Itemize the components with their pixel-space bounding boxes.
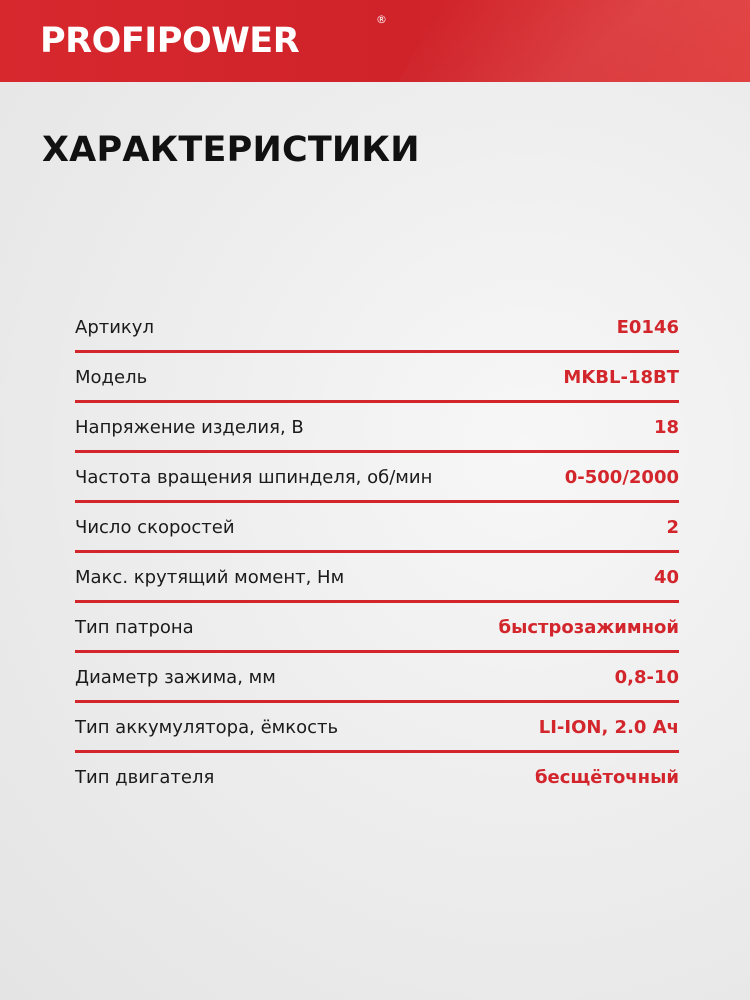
spec-value: 18 <box>653 417 679 438</box>
spec-divider <box>75 350 679 353</box>
spec-divider <box>75 700 679 703</box>
spec-row-torque <box>75 555 679 605</box>
spec-row-spindle-speed <box>75 455 679 505</box>
spec-row-motor-type <box>75 755 679 805</box>
spec-row-speed-count <box>75 505 679 555</box>
spec-row-clamp-diameter <box>75 655 679 705</box>
spec-row-chuck-type <box>75 605 679 655</box>
spec-divider <box>75 650 679 653</box>
spec-label: Модель <box>75 367 148 388</box>
spec-label: Тип патрона <box>75 617 194 638</box>
spec-row-model <box>75 355 679 405</box>
spec-value: быстрозажимной <box>498 617 679 638</box>
spec-label: Артикул <box>75 317 154 338</box>
spec-value: 0-500/2000 <box>564 467 679 488</box>
registered-mark: ® <box>376 13 387 26</box>
spec-label: Число скоростей <box>75 517 235 538</box>
brand-header <box>0 0 750 82</box>
spec-row-battery <box>75 705 679 755</box>
spec-divider <box>75 750 679 753</box>
spec-label: Частота вращения шпинделя, об/мин <box>75 467 433 488</box>
spec-row-article <box>75 305 679 355</box>
spec-value: LI-ION, 2.0 Ач <box>538 717 679 738</box>
spec-label: Тип двигателя <box>75 767 215 788</box>
spec-table <box>75 305 679 805</box>
spec-value: 40 <box>653 567 679 588</box>
header-decoration <box>398 0 750 82</box>
spec-divider <box>75 600 679 603</box>
spec-row-voltage <box>75 405 679 455</box>
spec-divider <box>75 450 679 453</box>
spec-label: Напряжение изделия, В <box>75 417 304 438</box>
spec-value: бесщёточный <box>534 767 679 788</box>
page-title: ХАРАКТЕРИСТИКИ <box>42 130 420 170</box>
spec-value: 2 <box>666 517 679 538</box>
spec-divider <box>75 500 679 503</box>
spec-value: 0,8-10 <box>614 667 679 688</box>
brand-logo: PROFIPOWER <box>40 21 300 61</box>
spec-value: MKBL-18BT <box>563 367 679 388</box>
spec-divider <box>75 400 679 403</box>
spec-label: Макс. крутящий момент, Нм <box>75 567 345 588</box>
spec-divider <box>75 550 679 553</box>
spec-value: E0146 <box>616 317 679 338</box>
spec-label: Тип аккумулятора, ёмкость <box>75 717 339 738</box>
spec-label: Диаметр зажима, мм <box>75 667 276 688</box>
